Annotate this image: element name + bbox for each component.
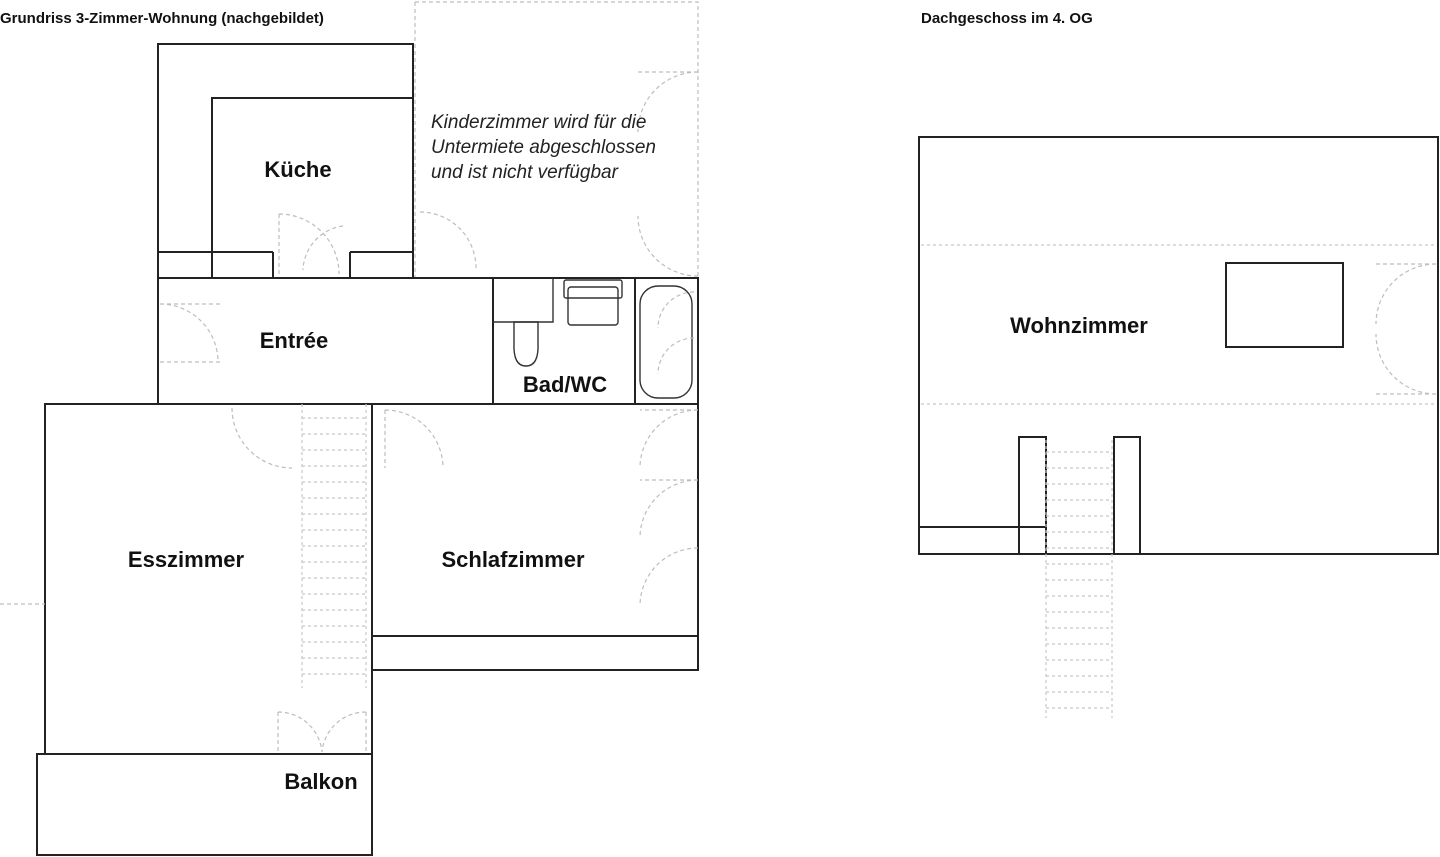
label-schlafzimmer: Schlafzimmer — [441, 547, 585, 572]
door-entrance — [160, 304, 222, 362]
door-kueche — [279, 214, 339, 276]
label-esszimmer: Esszimmer — [127, 547, 245, 572]
note-kinderzimmer-line2: Untermiete abgeschlossen — [431, 137, 656, 158]
plan2-floorplan — [919, 137, 1438, 718]
label-entree: Entrée — [259, 328, 329, 353]
note-kinderzimmer-line1: Kinderzimmer wird für die — [431, 112, 647, 133]
plan1-title: Grundriss 3-Zimmer-Wohnung (nachgebildet) — [0, 10, 324, 27]
room-schlafzimmer — [372, 404, 698, 670]
skylight — [1226, 263, 1343, 347]
label-bad: Bad/WC — [522, 372, 608, 397]
label-balkon: Balkon — [284, 769, 358, 794]
bathtub-icon — [640, 286, 692, 398]
plan1-floorplan — [0, 2, 698, 855]
toilet-icon — [514, 322, 538, 366]
stairs-attic — [1046, 440, 1112, 718]
note-kinderzimmer-line3: und ist nicht verfügbar — [431, 162, 618, 183]
room-wohnzimmer — [919, 137, 1438, 554]
sink-icon — [564, 280, 622, 298]
label-wohnzimmer: Wohnzimmer — [1010, 313, 1148, 338]
stairs-main — [302, 404, 366, 688]
label-kueche: Küche — [264, 157, 332, 182]
plan2-title: Dachgeschoss im 4. OG — [921, 10, 1093, 27]
room-esszimmer — [0, 404, 372, 754]
